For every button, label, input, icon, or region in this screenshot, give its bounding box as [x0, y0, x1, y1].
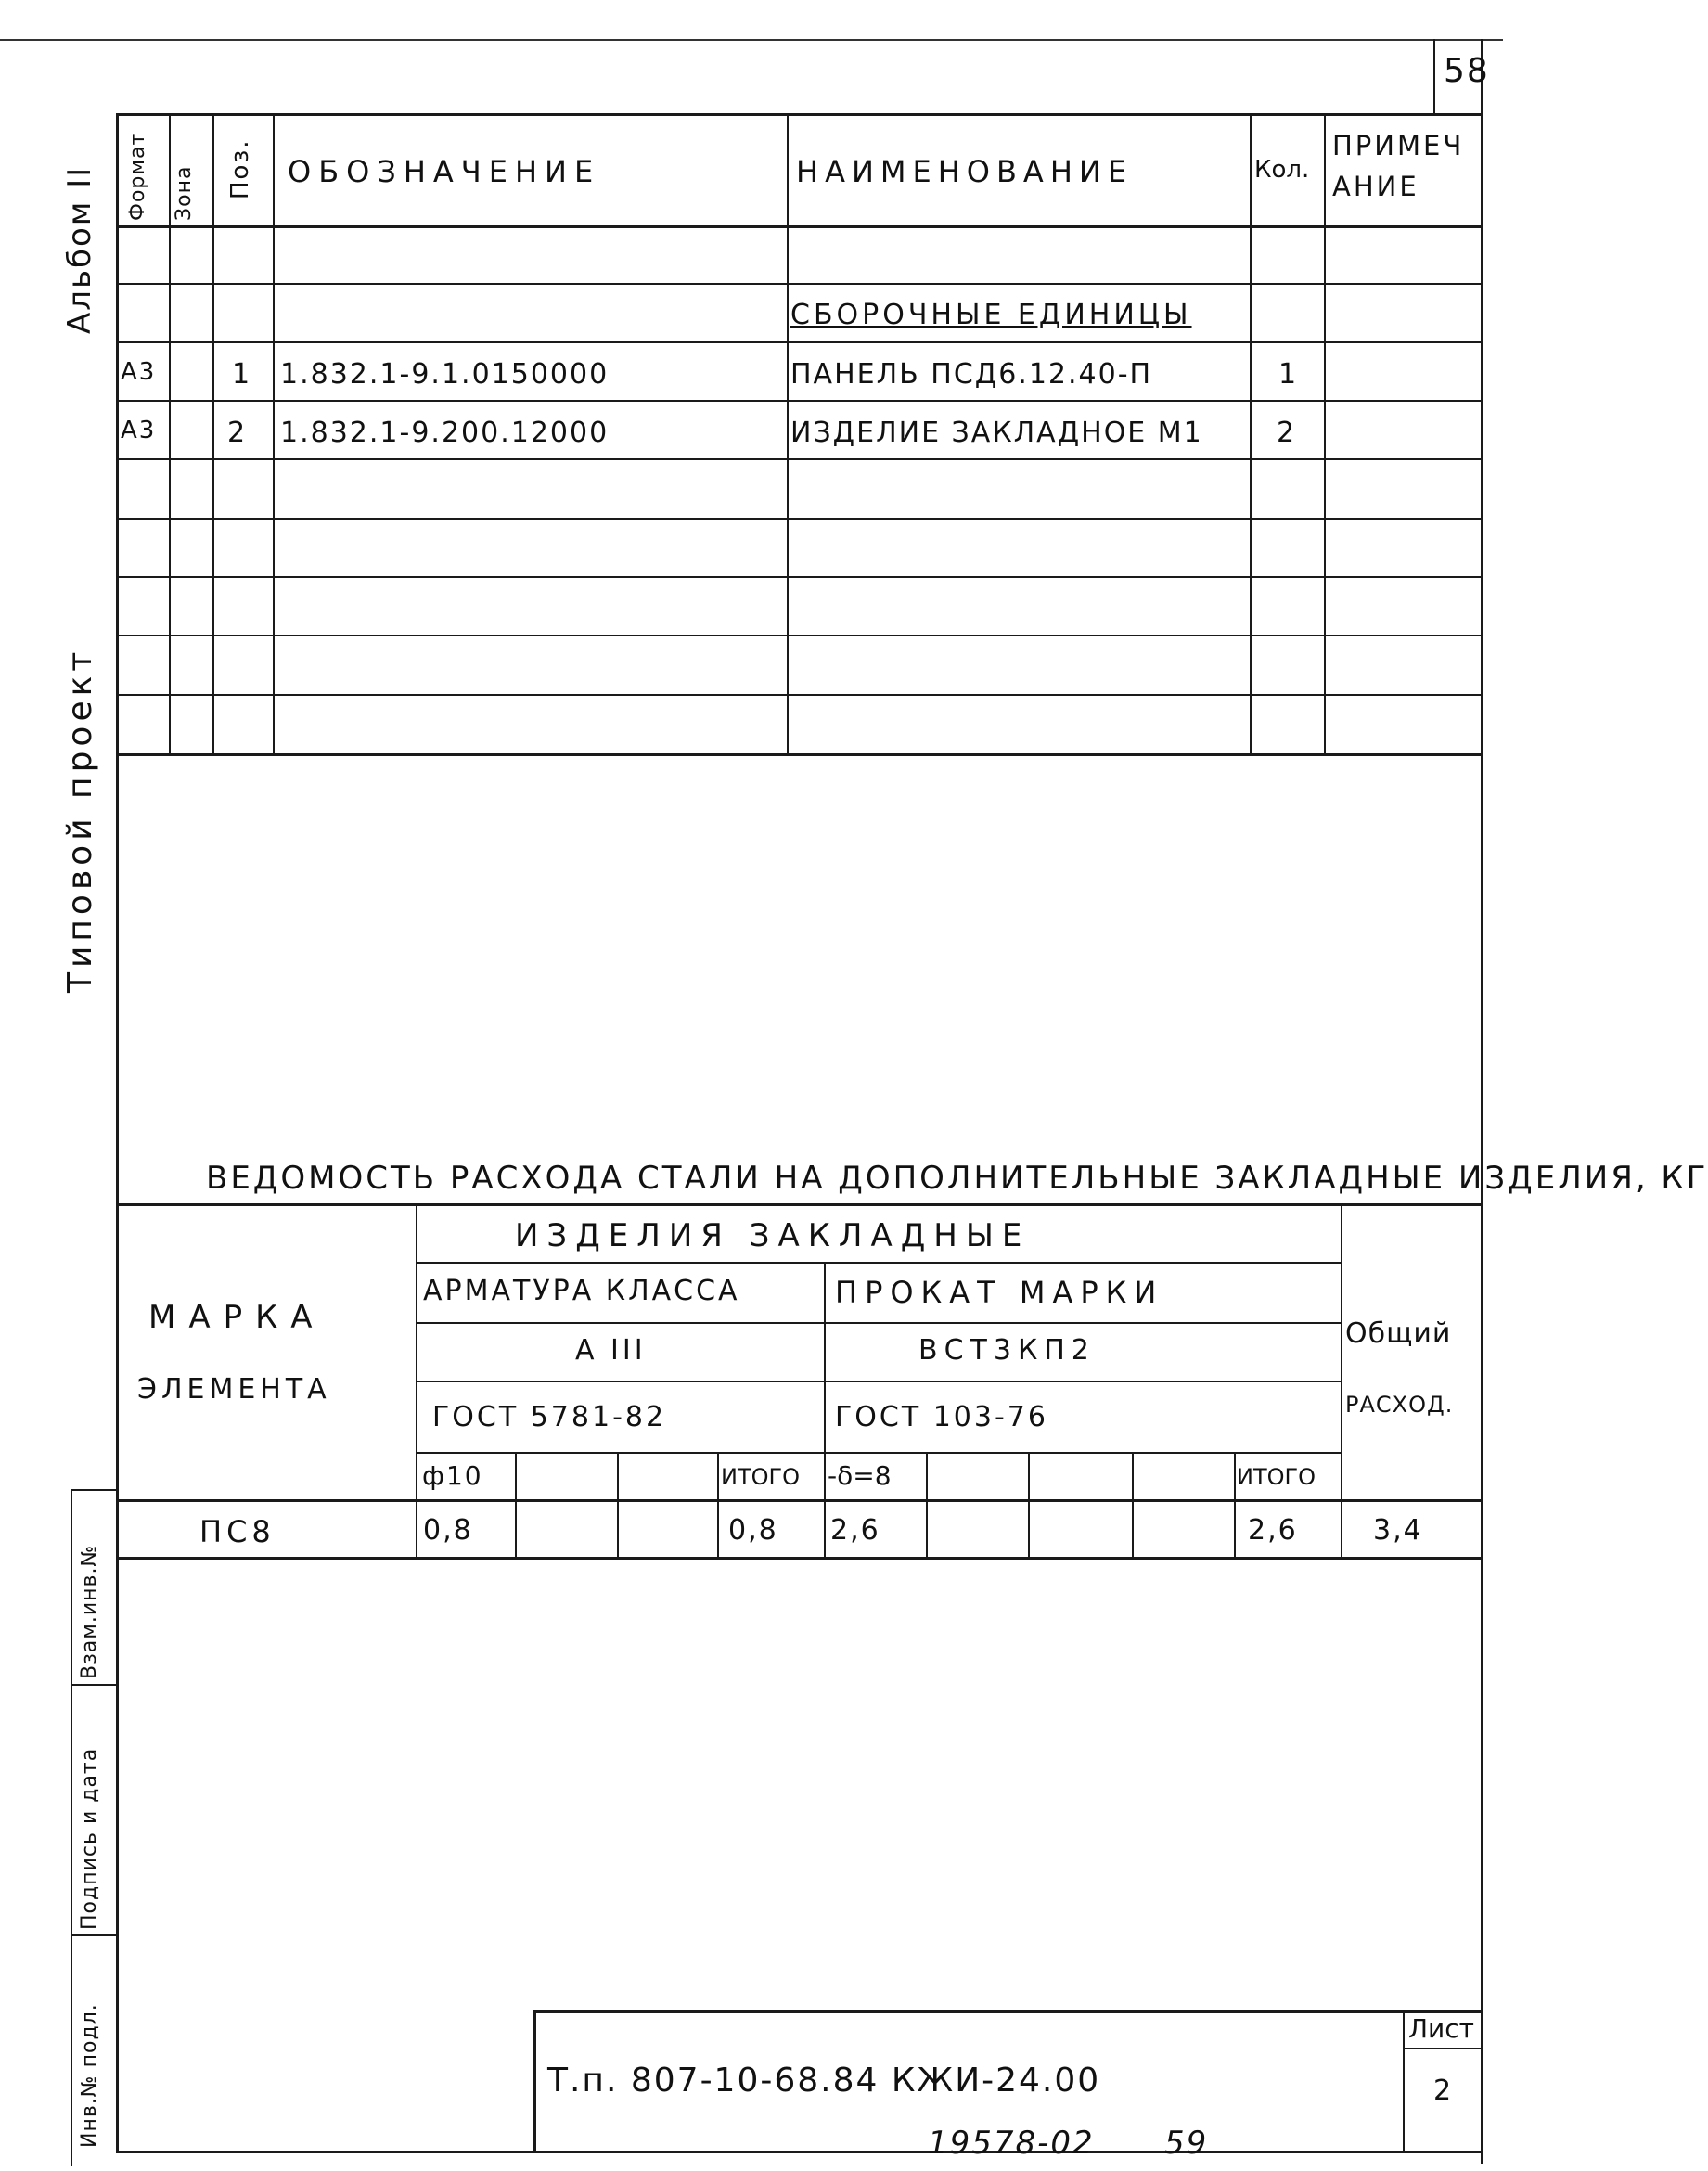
document-code: Т.п. 807-10-68.84 КЖИ-24.00	[547, 2062, 1101, 2100]
steel-col-line	[515, 1452, 517, 1557]
row-value: 2,6	[1248, 1514, 1298, 1547]
row-value: 0,8	[728, 1514, 778, 1547]
spec-row-line	[116, 518, 1483, 520]
binding-strip-left	[71, 1489, 72, 2166]
row-designation: 1.832.1-9.1.0150000	[280, 358, 610, 391]
header-zone: Зона	[173, 165, 196, 221]
steel-col-line	[926, 1452, 928, 1557]
sheet-number: 2	[1433, 2075, 1454, 2107]
inv-podl-label: Инв.№ подл.	[78, 2003, 101, 2148]
binding-strip-div-1	[71, 1684, 117, 1686]
row-format: А3	[121, 358, 157, 386]
sub-header-total: ИТОГО	[1237, 1464, 1316, 1490]
total-label-2: РАСХОД.	[1345, 1392, 1454, 1418]
steel-col-line	[1132, 1452, 1134, 1557]
spec-row-line	[116, 283, 1483, 285]
spec-row-line	[116, 341, 1483, 343]
mark-label-1: МАРКА	[148, 1299, 326, 1336]
handwritten-extra-number: 59	[1164, 2125, 1209, 2162]
steel-table-top	[116, 1203, 1483, 1206]
spec-col-line	[273, 113, 275, 756]
row-value: 2,6	[830, 1514, 880, 1547]
spec-header-bottom	[116, 225, 1483, 228]
spec-col-line	[1250, 113, 1252, 756]
armature-gost: ГОСТ 5781-82	[432, 1401, 667, 1433]
header-designation: ОБОЗНАЧЕНИЕ	[288, 154, 601, 189]
sheet-box-divider	[1403, 2048, 1483, 2049]
steel-col-line	[1028, 1452, 1030, 1557]
spec-table-bottom	[116, 753, 1483, 756]
total-label-1: Общий	[1345, 1317, 1452, 1350]
title-block-left	[533, 2010, 536, 2152]
header-qty: Кол.	[1254, 156, 1310, 184]
row-format: А3	[121, 417, 157, 444]
album-label: Альбом II	[61, 165, 98, 334]
steel-table-title: ВЕДОМОСТЬ РАСХОДА СТАЛИ НА ДОПОЛНИТЕЛЬНЫЕ ЗАКЛАДНЫЕ ИЗДЕЛИЯ, КГ	[206, 1160, 1708, 1197]
sub-header-total: ИТОГО	[721, 1464, 801, 1490]
steel-col-line	[1234, 1452, 1236, 1557]
sign-date-label: Подпись и дата	[78, 1747, 101, 1930]
row-qty: 2	[1277, 417, 1297, 449]
mark-label-2: ЭЛЕМЕНТА	[137, 1373, 331, 1406]
handwritten-doc-number: 19578-02	[928, 2125, 1095, 2162]
spec-row-line	[116, 458, 1483, 460]
header-note: ПРИМЕЧАНИЕ	[1332, 130, 1465, 202]
rolled-gost: ГОСТ 103-76	[835, 1401, 1048, 1433]
spec-col-line	[169, 113, 171, 756]
spec-row-line	[116, 576, 1483, 578]
row-name: ПАНЕЛЬ ПСД6.12.40-П	[790, 358, 1153, 391]
spec-row-line	[116, 694, 1483, 696]
steel-line	[416, 1381, 1341, 1382]
row-pos: 1	[232, 358, 252, 391]
spec-row-line	[116, 635, 1483, 636]
steel-col-line	[717, 1452, 719, 1557]
row-mark: ПС8	[199, 1514, 276, 1549]
row-value: 0,8	[423, 1514, 473, 1547]
header-format: Формат	[126, 132, 149, 221]
row-pos: 2	[227, 417, 248, 449]
steel-col-line	[617, 1452, 619, 1557]
steel-line	[416, 1452, 1341, 1454]
armature-header: АРМАТУРА КЛАССА	[423, 1275, 740, 1307]
row-designation: 1.832.1-9.200.12000	[280, 417, 610, 449]
sub-header-thickness: -δ=8	[828, 1460, 892, 1491]
sheet-label: Лист	[1408, 2013, 1474, 2044]
spec-col-line	[212, 113, 214, 756]
header-name: НАИМЕНОВАНИЕ	[796, 154, 1134, 189]
steel-line	[416, 1322, 1341, 1324]
spec-top-line	[116, 113, 1483, 116]
left-frame-line	[116, 116, 119, 2152]
sheet-box-left	[1403, 2010, 1405, 2152]
page-number-box-left	[1433, 39, 1435, 116]
steel-col-line	[824, 1262, 826, 1557]
armature-class: А III	[575, 1334, 647, 1367]
rolled-header: ПРОКАТ МАРКИ	[835, 1275, 1164, 1310]
section-title: СБОРОЧНЫЕ ЕДИНИЦЫ	[790, 299, 1192, 331]
spec-row-line	[116, 400, 1483, 402]
steel-line	[416, 1262, 1341, 1264]
steel-col-line	[1341, 1203, 1342, 1557]
top-border	[0, 39, 1503, 41]
steel-header-bottom	[116, 1499, 1483, 1502]
rolled-mark: ВСТ3КП2	[918, 1334, 1096, 1367]
binding-strip-div-2	[71, 1934, 117, 1936]
title-block-top	[533, 2010, 1483, 2013]
header-pos: Поз.	[226, 138, 254, 199]
project-label: Типовой проект	[61, 647, 99, 993]
steel-table-bottom	[116, 1557, 1483, 1560]
spec-col-line	[1324, 113, 1326, 756]
binding-strip-top	[71, 1489, 117, 1491]
vzam-inv-label: Взам.инв.№	[78, 1544, 101, 1679]
page-number: 58	[1444, 52, 1490, 90]
group-header: ИЗДЕЛИЯ ЗАКЛАДНЫЕ	[515, 1217, 1031, 1254]
row-qty: 1	[1278, 358, 1299, 391]
row-total: 3,4	[1373, 1514, 1423, 1547]
bottom-frame-line	[116, 2151, 1483, 2153]
spec-col-line	[787, 113, 789, 756]
sub-header-diameter: ф10	[422, 1460, 483, 1491]
steel-col-line	[416, 1203, 417, 1557]
right-border	[1481, 39, 1483, 2164]
row-name: ИЗДЕЛИЕ ЗАКЛАДНОЕ М1	[790, 417, 1203, 449]
